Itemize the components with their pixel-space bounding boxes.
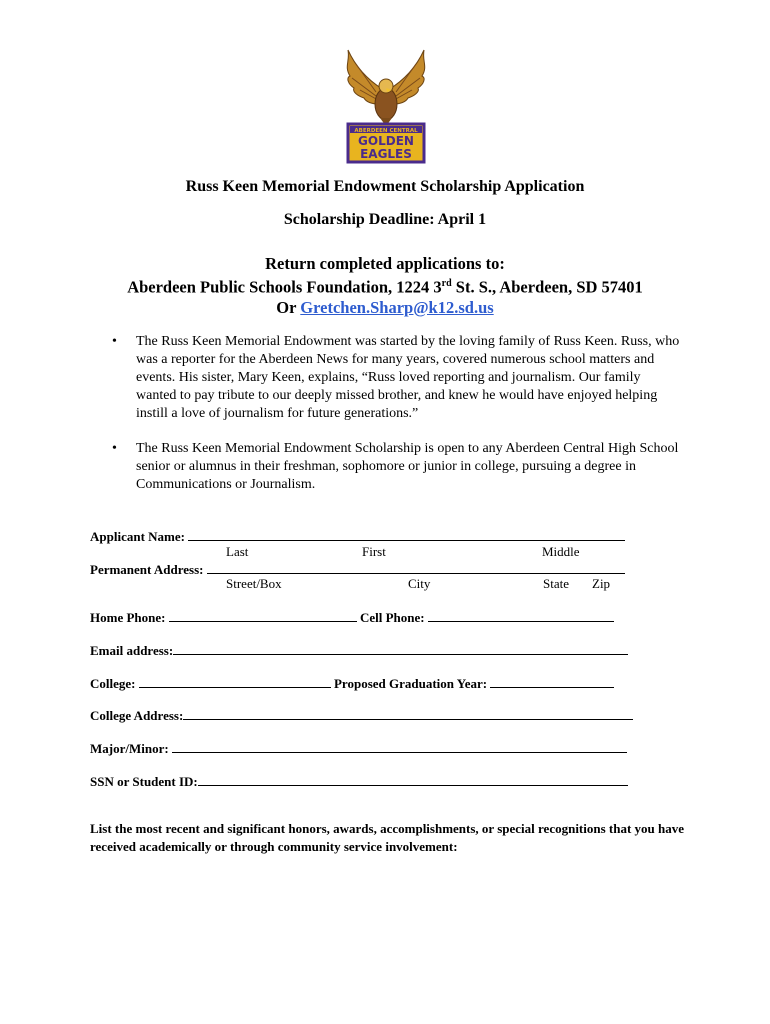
ssn-row <box>90 773 650 790</box>
major-minor-label: Major/Minor: <box>90 741 169 756</box>
ssn-label: SSN or Student ID: <box>90 774 198 789</box>
college-address-field[interactable] <box>183 707 633 720</box>
major-minor-field[interactable] <box>172 740 627 753</box>
applicant-name-label: Applicant Name: <box>90 529 185 544</box>
email-label: Email address: <box>90 643 174 658</box>
email-row <box>90 642 650 659</box>
cell-phone-label: Cell Phone: <box>359 610 425 625</box>
golden-eagles-logo <box>336 44 436 166</box>
phone-row <box>90 609 650 626</box>
address-state-label: State <box>543 576 569 591</box>
permanent-address-field[interactable] <box>207 561 625 574</box>
college-address-label: College Address: <box>90 708 184 723</box>
deadline: Scholarship Deadline: April 1 <box>283 211 487 228</box>
name-middle-label: Middle <box>542 544 580 559</box>
or-text: Or <box>276 297 301 317</box>
email-field[interactable] <box>173 642 628 655</box>
address-street-label: Street/Box <box>226 576 282 591</box>
college-row <box>90 675 650 692</box>
ssn-field[interactable] <box>198 773 628 786</box>
return-heading: Return completed applications to: <box>265 254 505 273</box>
return-instructions <box>0 254 770 318</box>
major-row <box>90 740 650 757</box>
address-superscript: rd <box>441 278 452 289</box>
college-field[interactable] <box>139 675 331 688</box>
logo-top-text: ABERDEEN CENTRAL <box>354 127 418 134</box>
cell-phone-field[interactable] <box>428 609 614 622</box>
return-address <box>0 274 770 298</box>
applicant-name-row <box>90 528 650 545</box>
return-email-line <box>0 298 770 318</box>
document-title: Russ Keen Memorial Endowment Scholarship Application <box>185 178 585 195</box>
eagle-icon <box>336 44 436 166</box>
permanent-address-label: Permanent Address: <box>90 562 204 577</box>
address-city-label: City <box>408 576 431 591</box>
name-first-label: First <box>362 544 386 559</box>
name-last-label: Last <box>226 544 249 559</box>
college-label: College: <box>90 676 136 691</box>
applicant-name-field[interactable] <box>188 528 625 541</box>
address-zip-label: Zip <box>592 576 611 591</box>
bullet-eligibility: • The Russ Keen Memorial Endowment Scholarship is open to any Aberdeen Central High School senior or alumnus in their freshman, sophomore or junior in college, pursuing a degree in Communications or Journalism. <box>112 440 682 494</box>
honors-prompt: List the most recent and significant honors, awards, accomplishments, or special recognitions that you have received academically or through community service involvement: <box>90 821 685 854</box>
home-phone-field[interactable] <box>169 609 357 622</box>
info-bullets <box>112 333 682 494</box>
logo-line2: EAGLES <box>360 147 412 161</box>
grad-year-label: Proposed Graduation Year: <box>333 676 488 691</box>
email-link[interactable]: Gretchen.Sharp@k12.sd.us <box>300 297 494 317</box>
address-part-2: St. S., Aberdeen, SD 57401 <box>451 277 643 297</box>
home-phone-label: Home Phone: <box>90 610 166 625</box>
logo-line1: GOLDEN <box>358 134 414 148</box>
address-part-1: Aberdeen Public Schools Foundation, 1224 3 <box>127 277 442 297</box>
bullet-history: • The Russ Keen Memorial Endowment was started by the loving family of Russ Keen. Russ, who was a reporter for the Aberdeen News for many years, covered numerous school matters and events. His sister, Mary Keen, explains, “Russ loved reporting and journalism. Our family wanted to pay tribute to our deeply missed brother, and knew he would have enjoyed helping instill a love of journalism for future generations.” <box>112 333 682 423</box>
grad-year-field[interactable] <box>490 675 614 688</box>
college-address-row <box>90 707 650 724</box>
